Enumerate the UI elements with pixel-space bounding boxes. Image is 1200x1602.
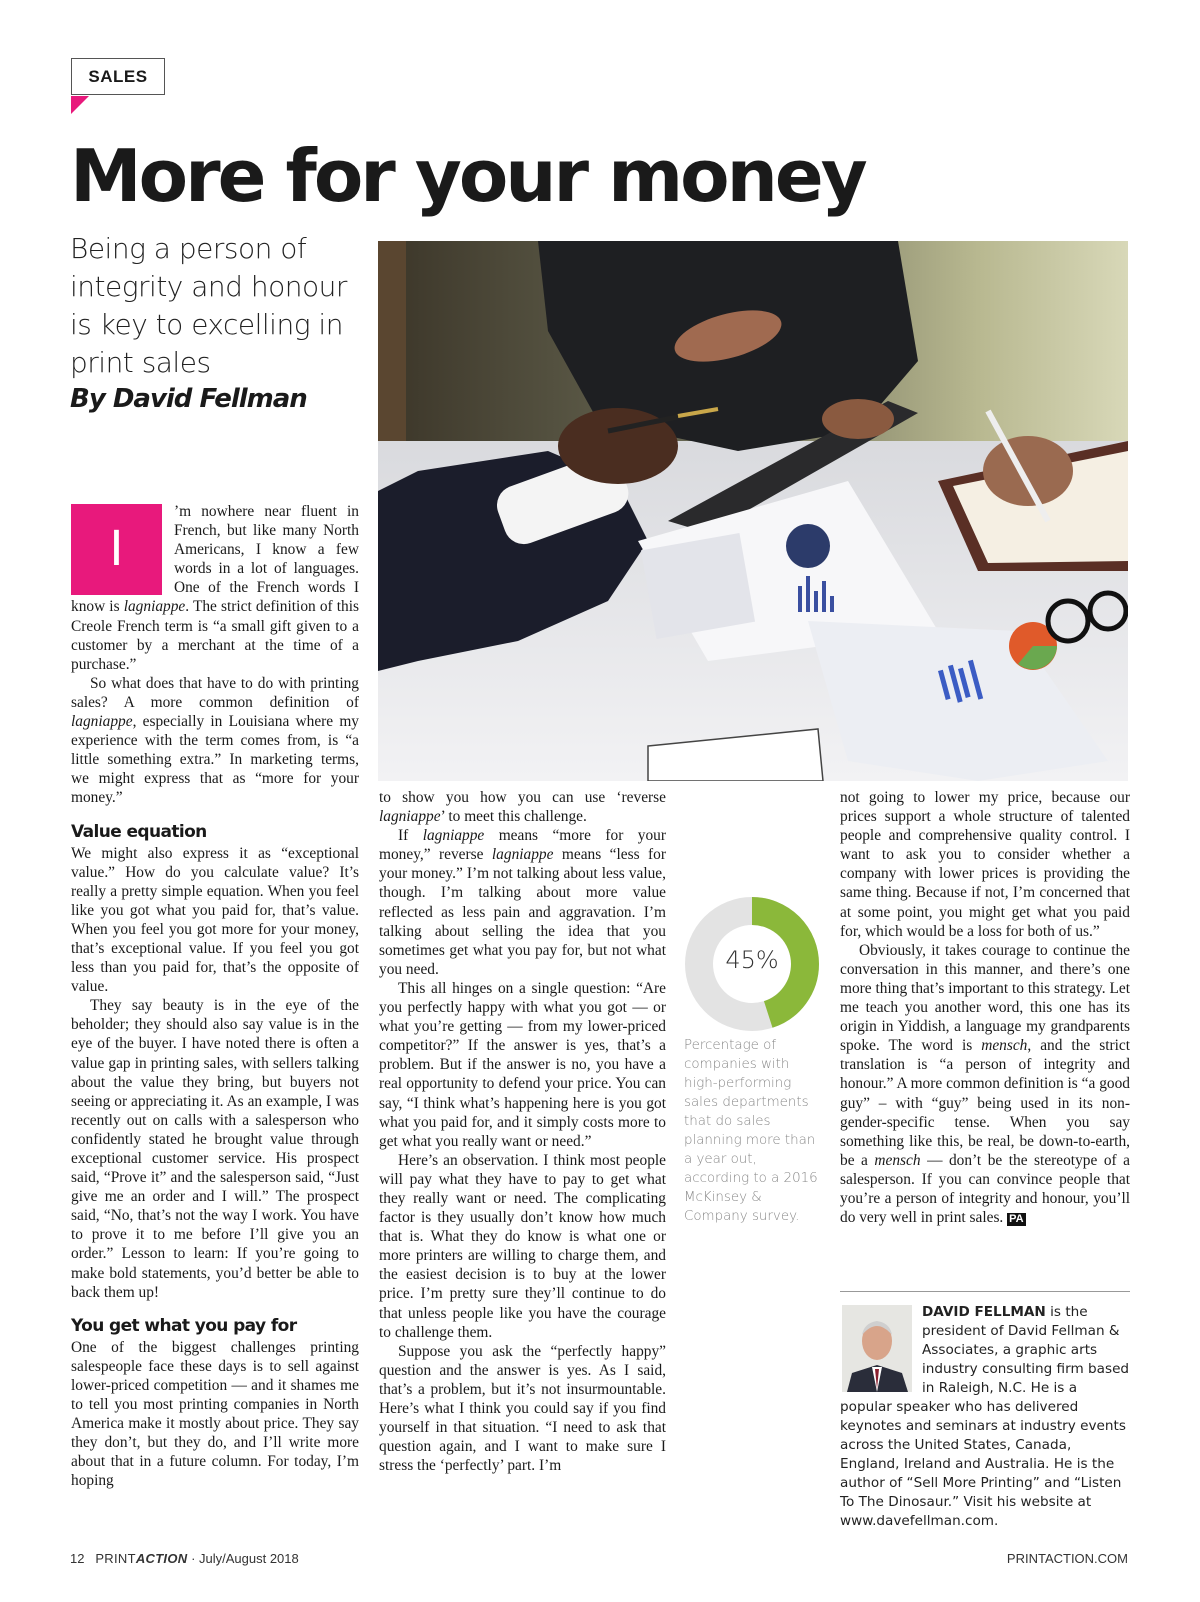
- paragraph: One of the biggest challenges printing salespeople face these days is to sell against lower-priced competition — and it shames me to tell you most printing companies in North America make it mostly about price. They say they don’t, but they do, and I’ll write more about that in a future column. For today, I’m hoping: [71, 1338, 359, 1490]
- page-number: 12: [70, 1551, 85, 1566]
- paragraph: Obviously, it takes courage to continue the conversation in this manner, and there’s one more thing that’s important to this strategy. Let me teach you another word, this one has its origin in Yiddish, a language my grandparents spoke. The word is mensch, and the strict translation is “a person of integrity and honour.” A more common definition is “a good guy” – with “guy” being used in its non-gender-specific tense. When you say something like this, be real, be down-to-earth, be a mensch — don’t be the stereotype of a salesperson. If you can convince people that you’re a person of integrity and honour, you’ll do very well in print sales. PA: [840, 941, 1130, 1227]
- term-lagniappe: lagniappe: [491, 846, 554, 864]
- term-lagniappe: lagniappe: [123, 598, 186, 616]
- end-mark: PA: [1009, 1213, 1024, 1226]
- author-photo: [842, 1305, 912, 1392]
- author-bio: [840, 1303, 1132, 1531]
- magazine-brand: PRINTACTION: [95, 1551, 188, 1566]
- paragraph: This all hinges on a single question: “Are you perfectly happy with what you got — or what you’re getting — from my lower-priced competitor?” If the answer is yes, that’s a problem. But if the answer is no, you have a real opportunity to defend your price. You can say, “I think what’s happening here is you got what you paid for, and it simply costs more to get what you really want or need.”: [379, 979, 666, 1150]
- section-tag-label: SALES: [88, 66, 148, 86]
- term-lagniappe: lagniappe: [422, 827, 485, 845]
- article-column-3: [840, 788, 1130, 1227]
- dek: Being a person of integrity and honour is key to excelling in print sales: [70, 232, 347, 379]
- byline: By David Fellman: [70, 384, 307, 414]
- meeting-photo-illustration: [378, 241, 1128, 781]
- subhead-value-equation: Value equation: [71, 821, 207, 842]
- term-lagniappe: lagniappe: [379, 808, 441, 826]
- issue-date: · July/August 2018: [187, 1551, 299, 1566]
- stat-value: 45%: [725, 946, 779, 974]
- subhead-you-get-what-you-pay-for: You get what you pay for: [71, 1315, 297, 1336]
- stat-caption: Percentage of companies with high-performing sales departments that do sales planning more than a year out, according to a 2016 McKinsey & Company survey.: [684, 1038, 818, 1224]
- term-lagniappe: lagniappe: [71, 713, 133, 731]
- paragraph: We might also express it as “exceptional value.” How do you calculate value? It’s really a pretty simple equation. When you feel like you got what you paid for, that’s value. When you feel you got more for your money, that’s exceptional value. If you feel you got less than you paid for, that’s the opposite of value.: [71, 844, 359, 996]
- author-bio-text: is the president of David Fellman & Associates, a graphic arts industry consulting firm based in Raleigh, N.C. He is a popular speaker who has delivered keynotes and seminars at industry events across the United States, Canada, England, Ireland and Australia. He is the author of “Sell More Printing” and “Listen To The Dinosaur.” Visit his website at www.davefellman.com.: [840, 1304, 1130, 1529]
- section-tag-corner: [71, 96, 89, 114]
- paragraph: Here’s an observation. I think most people will pay what they have to pay to get what they really want or need. The complicating factor is they usually don’t know how much that is. What they do know is what one or more printers are willing to charge them, and the easiest decision is to buy at the lower price. I’m pretty sure they’ll continue to do that unless people like you have the courage to challenge them.: [379, 1151, 666, 1341]
- author-portrait: [842, 1305, 912, 1392]
- drop-cap: I: [71, 504, 162, 595]
- paragraph: If lagniappe means “more for your money,” reverse lagniappe means “less for your money.” I’m not talking about less value, though. I’m talking about more value reflected as less pain and aggravation. I’m talking about selling the idea that you sometimes get what you pay for, but not what you need.: [379, 827, 666, 978]
- paragraph: Suppose you ask the “perfectly happy” question and the answer is yes. As I said, that’s a problem, but it’s not insurmountable. Here’s what I think you could say if you find yourself in that situation. “I need to ask that question again, and I want to make sure I stress the ‘perfectly’ part. I’m: [379, 1342, 666, 1475]
- article-column-1: [71, 502, 359, 1491]
- article-photo: [378, 241, 1128, 781]
- author-name: DAVID FELLMAN: [922, 1304, 1046, 1320]
- footer-website: PRINTACTION.COM: [1006, 1551, 1128, 1566]
- term-mensch: mensch: [981, 1037, 1028, 1055]
- bio-divider: [840, 1291, 1130, 1292]
- paragraph: They say beauty is in the eye of the beholder; they should also say value is in the eye of the buyer. I have noted there is often a value gap in printing sales, with sellers talking about the value they bring, but buyers not seeing or appreciating it. As an example, I was recently out on calls with a salesperson who confidently stated he brought value through exceptional customer service. His prospect said, “Prove it” and the salesperson said, “Just give me an order and I will.” The prospect said, “No, that’s not the way I work. You have to prove it to me before I’ll give you an order.” Lesson to learn: If you’re going to make bold statements, you’d better be able to back them up!: [71, 997, 359, 1301]
- footer-left: [70, 1551, 299, 1566]
- paragraph: So what does that have to do with printing sales? A more common definition of lagniappe, especially in Louisiana where my experience with the term comes from, is “a little something extra.” In marketing terms, we might express that as “more for your money.”: [71, 674, 359, 807]
- paragraph: not going to lower my price, because our prices support a whole structure of talented people and comprehensive quality control. I want to ask you to consider whether a company with lower prices is providing the same thing. Because if not, I’m concerned that at some point, you might get what you paid for, which would be a loss for both of us.”: [840, 789, 1130, 940]
- paragraph: to show you how you can use ‘reverse lagniappe’ to meet this challenge.: [379, 789, 666, 826]
- headline: More for your money: [70, 134, 865, 218]
- article-column-2: [379, 788, 666, 1475]
- term-mensch: mensch: [874, 1151, 921, 1169]
- section-tag: [71, 58, 165, 95]
- intro-paragraph: I ’m nowhere near fluent in French, but like many North Americans, I know a few words in a lot of languages. One of the French words I know is lagniappe. The strict definition of this Creole French term is “a small gift given to a customer by a merchant at the time of a purchase.”: [71, 503, 359, 673]
